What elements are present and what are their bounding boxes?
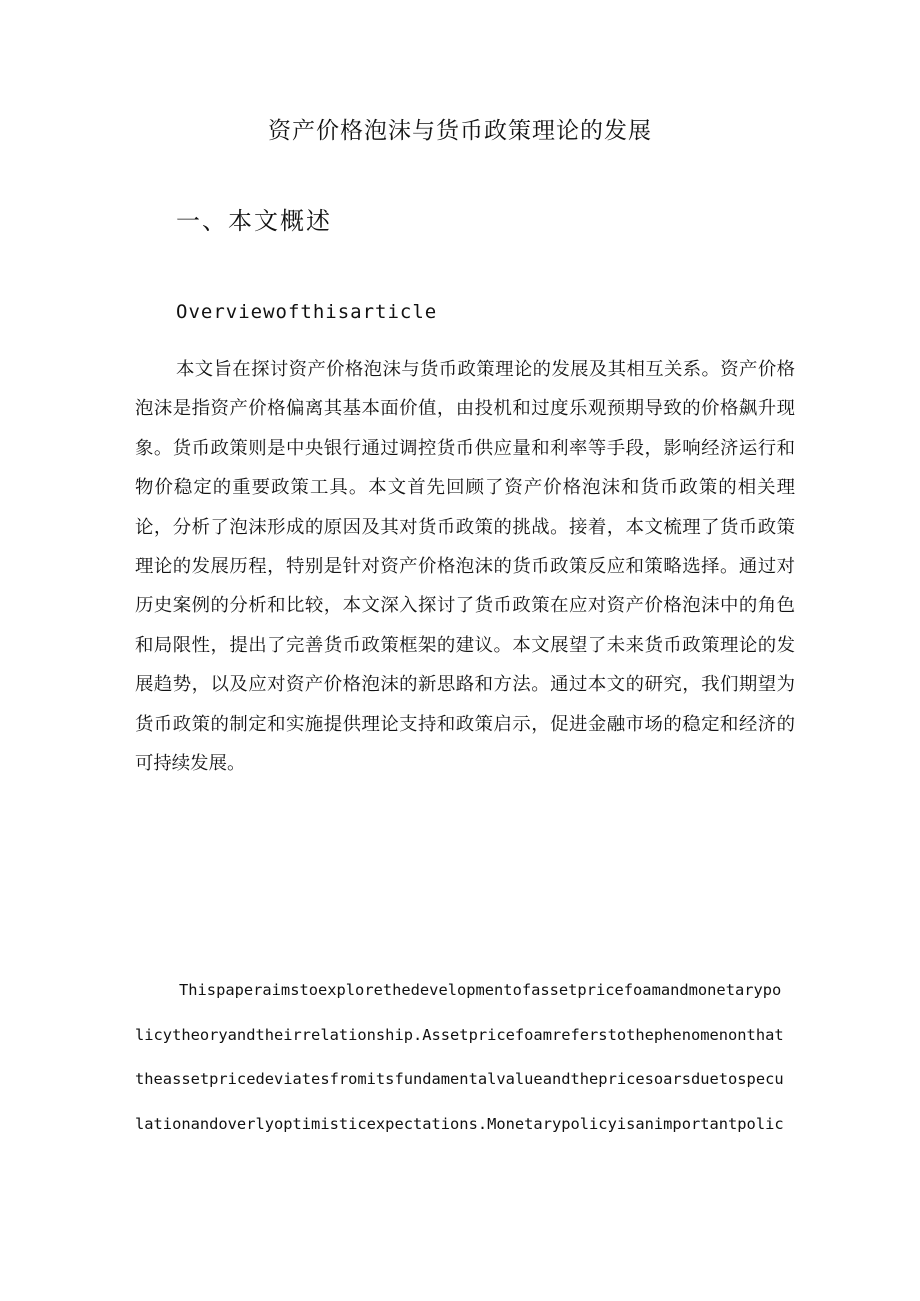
document-title: 资产价格泡沫与货币政策理论的发展 [268, 118, 652, 144]
english-paragraph: Thispaperaimstoexplorethedevelopmentofassetpricefoamandmonetarypolicytheoryandtheirrelationship.Assetpricefoamreferstothephenomenonthattheassetpricedeviatesfromitsfundamentalvalueandthepricesoarsduetospeculationandoverlyoptimisticexpectations.Monetarypolicyisanimportantpolic [135, 981, 784, 1133]
chinese-paragraph: 本文旨在探讨资产价格泡沫与货币政策理论的发展及其相互关系。资产价格泡沫是指资产价格偏离其基本面价值，由投机和过度乐观预期导致的价格飙升现象。货币政策则是中央银行通过调控货币供应量和利率等手段，影响经济运行和物价稳定的重要政策工具。本文首先回顾了资产价格泡沫和货币政策的相关理论，分析了泡沫形成的原因及其对货币政策的挑战。接着，本文梳理了货币政策理论的发展历程，特别是针对资产价格泡沫的货币政策反应和策略选择。通过对历史案例的分析和比较，本文深入探讨了货币政策在应对资产价格泡沫中的角色和局限性，提出了完善货币政策框架的建议。本文展望了未来货币政策理论的发展趋势，以及应对资产价格泡沫的新思路和方法。通过本文的研究，我们期望为货币政策的制定和实施提供理论支持和政策启示，促进金融市场的稳定和经济的可持续发展。 [135, 359, 795, 775]
section-heading-english: Overviewofthisarticle [176, 301, 438, 323]
section-heading: 一、本文概述 [176, 207, 332, 235]
